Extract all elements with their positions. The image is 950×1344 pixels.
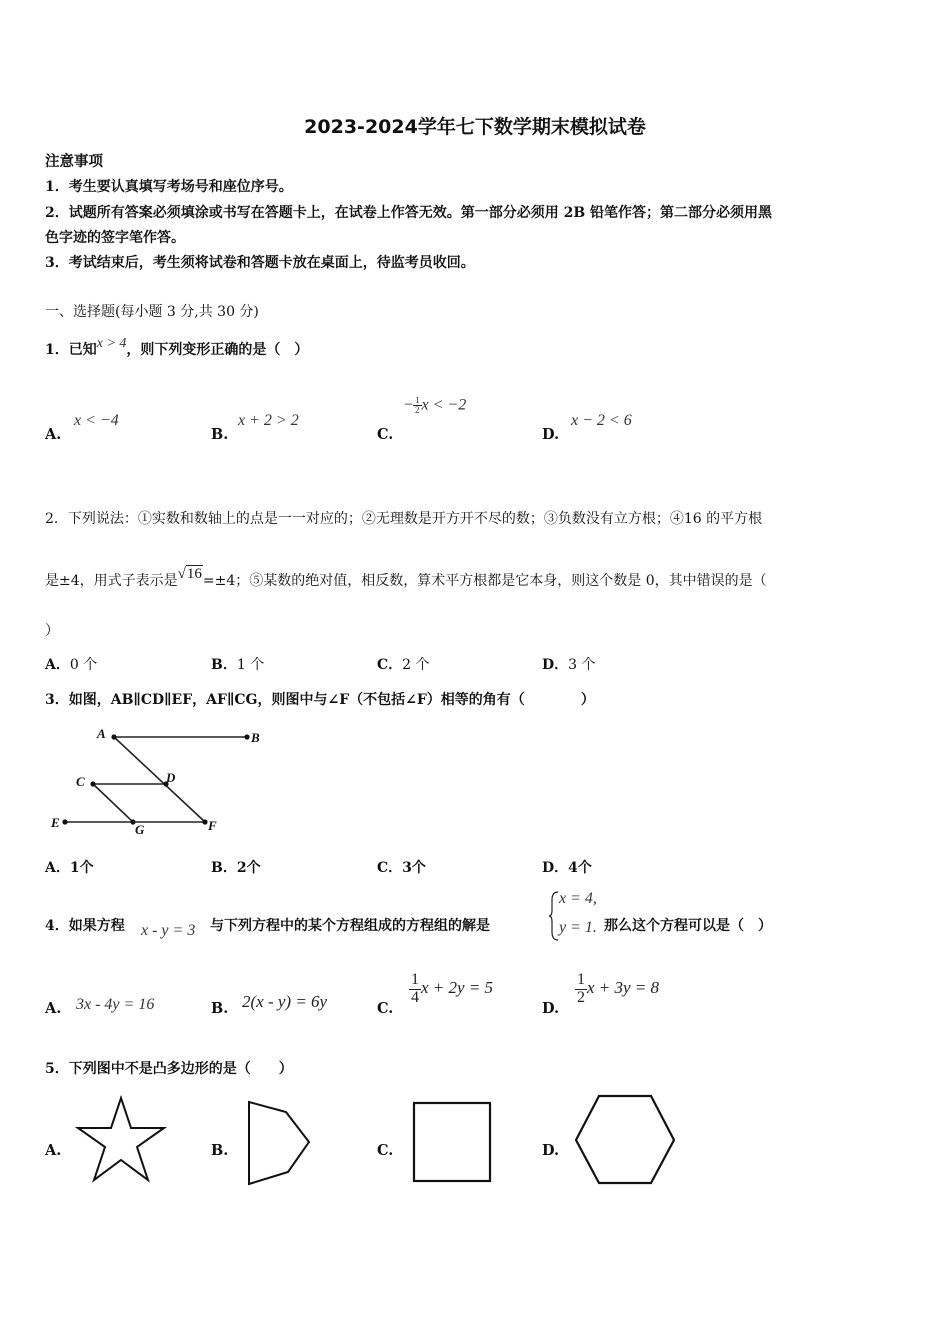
- segment-af: [114, 737, 205, 822]
- label-f: F: [208, 818, 217, 833]
- q1-option-c-expr: − $\frac{1}{2}$ x < −2: [404, 395, 467, 416]
- q4-solution-y: y = 1.: [559, 919, 597, 936]
- q3-option-c: C．3个: [377, 860, 426, 876]
- q2-option-d: D．3 个: [542, 657, 596, 673]
- segment-cg: [93, 784, 133, 822]
- point-c: [90, 781, 95, 786]
- page-title: 2023-2024学年七下数学期末模拟试卷: [304, 116, 646, 138]
- section-heading: 一、选择题(每小题 3 分,共 30 分): [45, 304, 259, 320]
- q3-option-b: B．2个: [211, 860, 261, 876]
- q5-option-d-label: D.: [542, 1142, 560, 1159]
- q1-option-b-label: B.: [211, 426, 229, 443]
- question-2-line1: 2．下列说法：①实数和数轴上的点是一一对应的；②无理数是开方开不尽的数；③负数没有立方根；④16 的平方根: [45, 511, 763, 527]
- q4-option-a-label: A.: [45, 1000, 62, 1017]
- point-f: [202, 819, 207, 824]
- q2-option-b: B．1 个: [211, 657, 265, 673]
- q4-option-c-expr: $\frac{1}{4}$ x + 2y = 5: [411, 971, 494, 1006]
- q4-middle: 与下列方程中的某个方程组成的方程组的解是: [210, 918, 490, 934]
- q1-prefix: 1．已知: [45, 342, 97, 358]
- question-2-line2: 是±4，用式子表示是√16=±4；⑤某数的绝对值，相反数，算术平方根都是它本身，则这个数是 0，其中错误的是（: [45, 566, 767, 589]
- point-e: [62, 819, 67, 824]
- q3-option-d: D．4个: [542, 860, 592, 876]
- question-2-line3: ）: [45, 623, 59, 639]
- q4-option-b-label: B.: [211, 1000, 229, 1017]
- q2-option-a: A．0 个: [45, 657, 98, 673]
- q4-option-b-expr: 2(x - y) = 6y: [242, 992, 328, 1011]
- q1-option-d-expr: x − 2 < 6: [571, 412, 632, 429]
- square-icon: [411, 1100, 495, 1184]
- hexagon-icon: [572, 1092, 678, 1188]
- label-d: D: [166, 770, 176, 785]
- q5-option-b-label: B.: [211, 1142, 229, 1159]
- q4-option-a-expr: 3x - 4y = 16: [76, 996, 155, 1013]
- pentagon-icon: [244, 1098, 314, 1190]
- label-a: A: [97, 726, 106, 741]
- q4-suffix: 那么这个方程可以是（ ）: [604, 918, 772, 934]
- q3-figure: [45, 722, 275, 842]
- notice-item: 色字迹的签字笔作答。: [45, 230, 185, 246]
- q4-option-d-label: D.: [542, 1000, 560, 1017]
- question-3: 3．如图，AB∥CD∥EF，AF∥CG，则图中与∠F（不包括∠F）相等的角有（ ）: [45, 692, 595, 708]
- question-5: 5．下列图中不是凸多边形的是（ ）: [45, 1061, 293, 1077]
- q1-option-b-expr: x + 2 > 2: [238, 412, 299, 429]
- notice-item: 2．试题所有答案必须填涂或书写在答题卡上，在试卷上作答无效。第一部分必须用 2B 铅笔作答；第二部分必须用黑: [45, 205, 773, 221]
- q1-option-a-expr: x < −4: [74, 412, 119, 429]
- question-1: [45, 336, 309, 359]
- notice-item: 1．考生要认真填写考场号和座位序号。: [45, 179, 293, 195]
- q4-equation: x - y = 3: [141, 922, 196, 939]
- star-icon: [72, 1094, 170, 1186]
- notice-item: 3．考试结束后，考生须将试卷和答题卡放在桌面上，待监考员收回。: [45, 255, 475, 271]
- q1-option-d-label: D.: [542, 426, 560, 443]
- point-b: [244, 734, 249, 739]
- q4-option-d-expr: $\frac{1}{2}$ x + 3y = 8: [577, 971, 660, 1006]
- q4-prefix: 4．如果方程: [45, 918, 125, 934]
- q5-option-a-label: A.: [45, 1142, 62, 1159]
- q1-suffix: ，则下列变形正确的是（ ）: [126, 342, 309, 358]
- q2-option-c: C．2 个: [377, 657, 430, 673]
- label-c: C: [76, 774, 85, 789]
- notice-heading: 注意事项: [45, 153, 103, 170]
- q1-condition: x > 4: [96, 336, 127, 351]
- q4-solution-x: x = 4,: [559, 890, 597, 907]
- q3-option-a: A．1个: [45, 860, 94, 876]
- point-a: [111, 734, 116, 739]
- label-g: G: [135, 822, 145, 837]
- q1-option-a-label: A.: [45, 426, 62, 443]
- label-e: E: [51, 815, 60, 830]
- q4-option-c-label: C.: [377, 1000, 394, 1017]
- q1-option-c-label: C.: [377, 426, 394, 443]
- q5-option-c-label: C.: [377, 1142, 394, 1159]
- label-b: B: [251, 730, 260, 745]
